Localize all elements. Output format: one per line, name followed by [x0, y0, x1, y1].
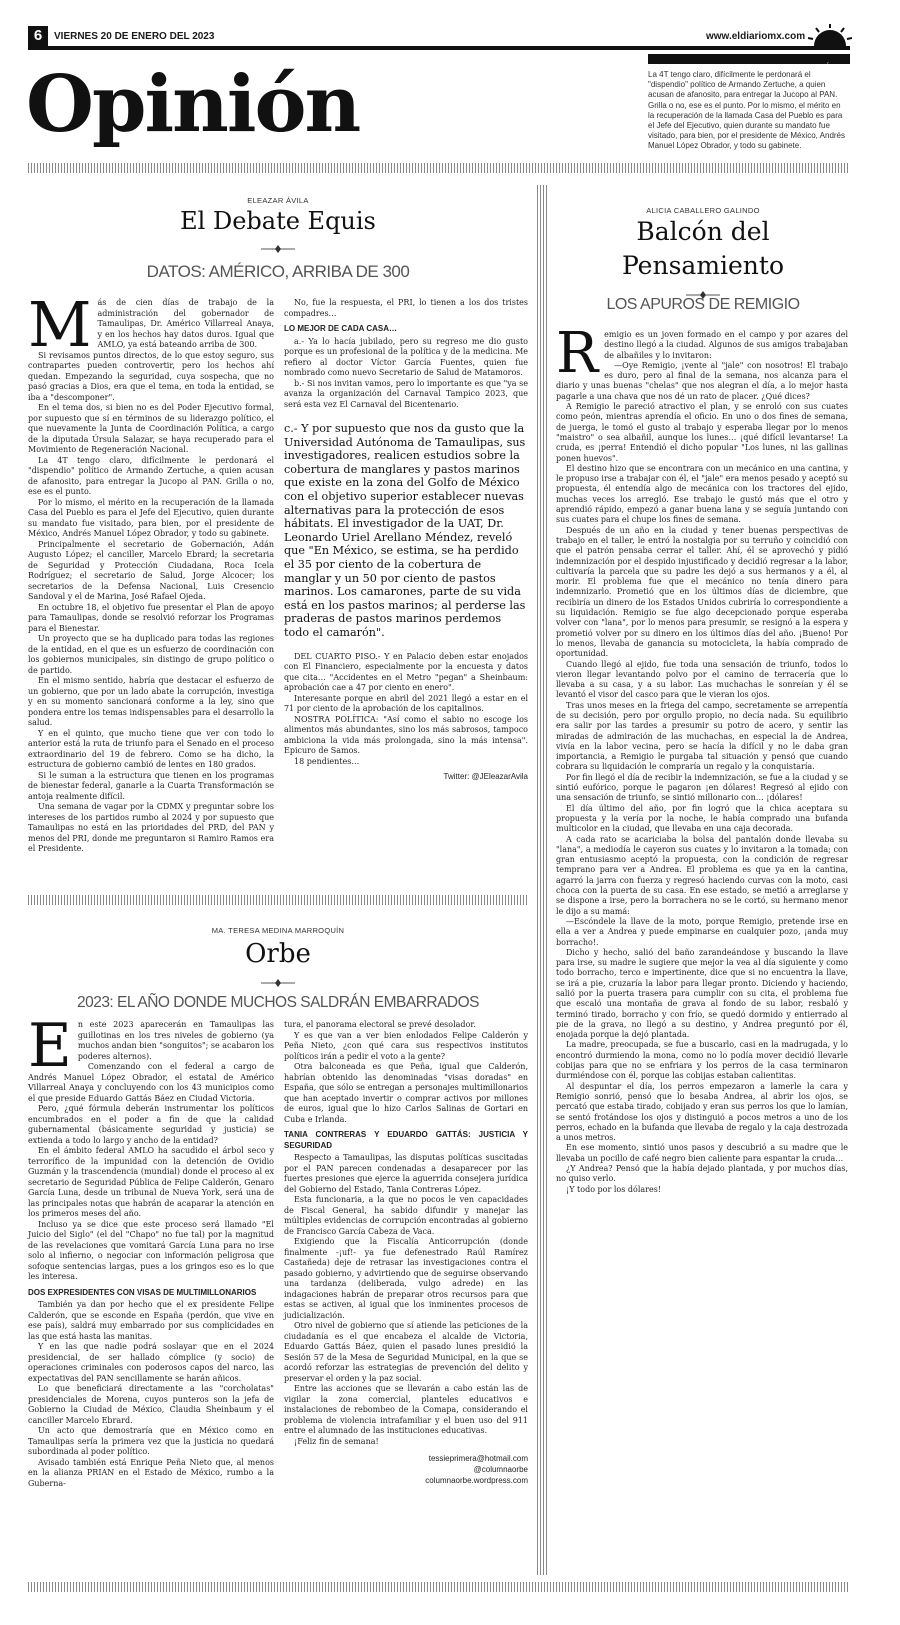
paragraph: Y en el quinto, que mucho tiene que ver con todo lo anterior está la ruta de triunfo para el Senado en el proceso extraordinario del 19 de febrero. Como se ha dicho, la estructura de gobierno cambió de lentes en 180 grados.	[28, 728, 274, 769]
article1-column2	[284, 298, 528, 782]
paragraph: Tras unos meses en la friega del campo, secretamente se arrepentía de su decisión, pero por orgullo propio, no decía nada. Su equilibrio era salir por las tardes a presumir su potro de acero, y sentir las miradas de admiración de las muchachas, en especial la de Andrea, vivía en la labor vecina, pero se hacía la difícil y no le daba gran importancia, a Remigio le purgaba tal situación y pensó que cuando cobrara su liquidación le compraría un regalo y la conquistaría.	[556, 700, 848, 772]
top-hatch-band	[28, 163, 850, 173]
paragraph: A Remigio le pareció atractivo el plan, y se enroló con sus cuates como peón, mientras aprendía el oficio. En uno o dos fines de semana, de juerga, le tomó el gusto al trabajo y esperaba llegar por lo menos "maistro" o sea albañil, aunque los lunes… ¡qué difícil levantarse! La cruda, es ¡perra! Entendió el dicho popular "Los lunes, ni las gallinas ponen huevos".	[556, 402, 848, 463]
paragraph: Si revisamos puntos directos, de lo que estoy seguro, sus contrapartes pueden controvertir, pero los hechos ahí quedan. Empezando la seguridad, cuya sospecha, que no pasó gracias a Dios, era que el tema, en toda la entidad, se iba a "descomponer".	[28, 350, 274, 402]
paragraph: Principalmente el secretario de Gobernación, Adán Augusto López; el canciller, Marcelo Ebrard; la secretaria de Seguridad y Protección Ciudadana, Roca Icela Rodríguez; el secretario de Salud, Jorge Alcocer; los secretarios de la Defensa Nacional, Luis Cresencio Sandoval y el de Marina, José Rafael Ojeda.	[28, 539, 274, 601]
teaser-text: La 4T tengo claro, difícilmente le perdonará el "dispendio" político de Armando Zertuche, a quien acusan de afanosito, para entregar la Jucopo al PAN. Grilla o no, ese es el punto. Por lo mismo, el mérito en la recuperación de la llamada Casa del Pueblo es para el Jefe del Ejecutivo, quien durante su mandato fue visitado, para bien, por el presidente de México, Andrés Manuel López Obrador, y todo su gabinete.	[648, 70, 846, 151]
bottom-hatch-band	[28, 1582, 850, 1592]
paragraph: En el mismo sentido, habría que destacar el esfuerzo de un gobierno, que por un lado abate la corrupción, investiga y en su momento sancionará conforme a la ley, sino que pondera entre los temas indispensables para el desarrollo la salud.	[28, 676, 274, 727]
paragraph: Por lo mismo, el mérito en la recuperación de la llamada Casa del Pueblo es para el Jefe del Ejecutivo, quien durante su mandato fue visitado, para bien, por el presidente de México, Andrés Manuel López Obrador, y todo su gabinete.	[28, 497, 274, 538]
author-handle[interactable]: @columnaorbe	[473, 1465, 528, 1474]
paragraph: También ya dan por hecho que el ex presidente Felipe Calderón, que se esconde en España (perdón, que vive en ese país), saldrá muy embarrado por sus complicidades en las que está hasta las manitas.	[28, 1300, 274, 1341]
article2-dropcap: E	[28, 1011, 72, 1081]
paragraph: Cuando llegó al ejido, fue toda una sensación de triunfo, todos lo vieron llegar levantando polvo por el camino de terracería que lo llevaba a su casa, y a su labor. Las muchachas le sonreían y él se levantó el visor del casco para que le vieran los ojos.	[556, 659, 848, 700]
article1-title: El Debate Equis	[180, 207, 376, 235]
author-email[interactable]: tessieprimera@hotmail.com	[428, 1454, 528, 1463]
article2-column2	[284, 1020, 528, 1486]
article3-author: ALICIA CABALLERO GALINDO	[646, 206, 760, 215]
teaser-author: ELEAZAR ÁVILA	[790, 64, 846, 71]
section-title: Opinión	[26, 59, 360, 150]
paragraph: tura, el panorama electoral se prevé desolador.	[284, 1020, 476, 1029]
paragraph: —Oye Remigio, ¡vente al "jale" con nosotros! El trabajo es duro, pero al final de la semana, nos alcanza para el diario y unas buenas "chelas" que nos alegran el día, a lo mejor hasta pagarle a una chava que nos dé un rato de placer. ¿Qué dices?	[556, 360, 848, 401]
paragraph: 18 pendientes…	[294, 756, 360, 766]
article1-author: ELEAZAR ÁVILA	[247, 196, 309, 205]
ornament-icon	[686, 284, 720, 292]
paragraph: En ese momento, sintió unos pasos y descubrió a su madre que le llevaba un pocillo de café negro bien caliente para espantar la cruda…	[556, 1143, 848, 1163]
paragraph: DEL CUARTO PISO.- Y en Palacio deben estar enojados con El Financiero, especialmente por la encuesta y datos que cita… "Accidentes en el Metro "pegan" a Sheinbaum: aprobación cae a 47 por ciento en enero".	[284, 651, 528, 692]
section-heading: TANIA CONTRERAS Y EDUARDO GATTÁS: JUSTICIA Y SEGURIDAD	[284, 1130, 528, 1150]
paragraph: A cada rato se acariciaba la bolsa del pantalón donde llevaba su "lana", a mediodía le cayeron sus cuates y lo invitaron a la tomada; con gran entusiasmo aceptó la propuesta, con la condición de regresar temprano para ver a Andrea. El problema es que ya en la cantina, agarró la jarra con fuerza y regresó haciendo curvas con la moto, casi choca con la puerta de su casa. En ese estado, se metió a arreglarse y se dispone a irse, pero la borrachera no se le cortó, su hermano menor le dijo a su mamá:	[556, 834, 848, 916]
paragraph: El día último del año, por fin logró que la chica aceptara su propuesta y la vería por la noche, le había comprado una bufanda multicolor en la ciudad, que llevaba en una caja decorada.	[556, 803, 848, 834]
paragraph: En el ámbito federal AMLO ha sacudido el árbol seco y terrorífico de la impunidad con la detención de Ovidio Guzmán y la trascendencia (mundial) donde el proceso al ex secretario de Seguridad Pública de Felipe Calderón, Genaro García Luna, desde un tribunal de Nueva York, será una de las principales notas que habrán de acaparar la atención en los primeros meses del año.	[28, 1146, 274, 1218]
paragraph: Esta funcionaria, a la que no pocos le ven capacidades de Fiscal General, ha sabido difundir y manejar las múltiples evidencias de corrupción encontradas al gobierno de Francisco García Cabeza de Vaca.	[284, 1195, 528, 1236]
paragraph: El destino hizo que se encontrara con un mecánico en una cantina, y le propuso irse a trabajar con él, el "jale" era menos pesado y aceptó su propuesta, él entendía algo de mecánica con los tractores del ejido, muchas veces los arregló. Ese trabajo le gustó más que el otro y aprendió rápido, empezó a ganar buena lana y se seguía juntando con sus cuates para el chupe los fines de semana.	[556, 463, 848, 525]
paragraph: Un proyecto que se ha duplicado para todas las regiones de la entidad, en el que es un esfuerzo de coordinación con los gobiernos municipales, sin distingo de grupo político o de partido.	[28, 634, 274, 675]
paragraph: emigio es un joven formado en el campo y por azares del destino llegó a la ciudad. Algunos de sus amigos trabajaban de albañiles y lo invitaron:	[604, 330, 848, 360]
article3-title-line1: Balcón del	[636, 217, 770, 246]
paragraph: Dicho y hecho, salió del baño zarandeándose y buscando la llave para irse, su madre le sugiere que mejor la vea al día siguiente y como todo borracho, terco e impertinente, dice que si no encuentra la llave, se irá a pie, cruzaría la labor para llegar pronto. Diciendo y haciendo, salió por la puerta trasera para cumplir con su cita, el problema fue que escaló una montaña de grava al fondo de su labor, resbaló y terminó tirado, borracho y con frío, se quedó dormido y entierrado al pie de la grava, no llegó a su destino, y Andrea preguntó por él, enojada porque la dejó plantada.	[556, 947, 848, 1040]
ornament-icon	[261, 238, 295, 246]
paragraph: Por fin llegó el día de recibir la indemnización, se fue a la ciudad y se sintió eufórico, porque le pagaron ¡en dólares! Regresó al ejido con una sensación de triunfo, se sintió millonario con… ¡dólares!	[556, 772, 848, 803]
section-heading: LO MEJOR DE CADA CASA…	[284, 324, 398, 333]
website-link[interactable]: www.eldiariomx.com	[706, 31, 806, 42]
paragraph: Otro nivel de gobierno que sí atiende las peticiones de la ciudadanía es el que encabeza el alcalde de Victoria, Eduardo Gattás Báez, quien el pasado lunes presidió la Sesión 57 de la Mesa de Seguridad Municipal, en la que se acordó reforzar las estrategias de prevención del delito y preservar el orden y la paz social.	[284, 1321, 528, 1383]
highlight-paragraph: c.- Y por supuesto que nos da gusto que la Universidad Autónoma de Tamaulipas, sus investigadores, realicen estudios sobre la cobertura de manglares y pastos marinos que existe en la zona del Golfo de México con el objetivo superior establecer nuevas alternativas para la protección de esos hábitats. El investigador de la UAT, Dr. Leonardo Uriel Arellano Méndez, reveló que "En México, se estima, se ha perdido el 35 por ciento de la cobertura de manglar y un 50 por ciento de pastos marinos. Los camarones, parte de su vida está en los pastos marinos; al perderse las praderas de pastos marinos perdemos todo el camarón".	[284, 422, 526, 639]
teaser-author-bar	[648, 54, 850, 71]
paragraph: n este 2023 aparecerán en Tamaulipas las guillotinas en los tres niveles de gobierno (ya muchos andan bien "songuitos"; se acabaron los poderes alternos).	[77, 1020, 275, 1061]
article2-subtitle: 2023: EL AÑO DONDE MUCHOS SALDRÁN EMBARRADOS	[76, 994, 480, 1011]
paragraph: Y es que van a ver bien enlodados Felipe Calderón y Peña Nieto, ¿con qué cara sus respectivos institutos políticos irán a pedir el voto a la gente?	[284, 1030, 528, 1061]
paragraph: Respecto a Tamaulipas, las disputas políticas suscitadas por el PAN parecen condenadas a desaparecer por las fuertes presiones que ejerce la aguerrida consejera jurídica del Gobierno del Estado, Tania Contreras López.	[284, 1153, 528, 1194]
paragraph: Avisado también está Enrique Peña Nieto que, al menos en la alianza PRIAN en el Estado de México, rumbo a la Guberna-	[28, 1457, 274, 1488]
header-date: VIERNES 20 DE ENERO DEL 2023	[54, 31, 215, 42]
sun-logo-icon	[808, 24, 852, 46]
paragraph: Después de un año en la ciudad y tener buenas perspectivas de trabajo en el taller, le entró la nostalgia por su terruño y coincidió con que el patrón pensaba cerrar el taller. Ahí, él se aprovechó y pidió indemnización por el despido injustificado y decidió regresar a la labor, cultivaría la parcela que su padre les dejó a sus hermanos y a él, al morir. El problema fue que el mecánico no tenía dinero para indemnizarlo. Prometió que en los últimos días de diciembre, que recibiría un dinero de los Estados Unidos cubriría lo correspondiente a su liquidación. Remigio se fue algo decepcionado porque esperaba volver con "lana", por lo menos para presumir, se resignó a la espera y prometió volver por su dinero en los últimos días del año. ¡Bueno! Por lo menos, llevaba de ganancia su motocicleta, la había comprado de oportunidad.	[556, 525, 848, 659]
article2-author: MA. TERESA MEDINA MARROQUÍN	[211, 926, 345, 935]
paragraph: Pero, ¿qué fórmula deberán instrumentar los políticos encumbrados en el poder a fin de que la calidad gubernamental (básicamente seguridad y justicia) se extienda a todo lo largo y ancho de la entidad?	[28, 1104, 274, 1145]
paragraph: La madre, preocupada, se fue a buscarlo, casi en la madrugada, y lo encontró durmiendo la mona, como no lo podía mover decidió llevarle cobijas para que no se enfriara y los perros de la casa terminaron durmiéndose con él, porque las cobijas estaban calientitas.	[556, 1040, 848, 1081]
article2-column1	[28, 1011, 275, 1489]
paragraph: No, fue la respuesta, el PRI, lo tienen a los dos tristes compadres…	[284, 298, 528, 318]
paragraph: Un acto que demostraría que en México como en Tamaulipas sería la primera vez que la justicia no quedará subordinada al poder político.	[28, 1426, 274, 1456]
paragraph: Al despuntar el día, los perros empezaron a lamerle la cara y Remigio sonrió, pensó que lo besaba Andrea, al abrir los ojos, se percató que estaba tirado, cobijado y eran sus perros los que lo lamían, se sentó frotándose los ojos y distinguió a pocos metros a uno de los perros, echado en la bufanda que llevaba de regalo y la caja destrozada a unos metros.	[556, 1081, 848, 1143]
author-blog[interactable]: columnaorbe.wordpress.com	[425, 1476, 528, 1485]
article3-title-line2: Pensamiento	[621, 251, 785, 280]
paragraph: ¡Feliz fin de semana!	[294, 1436, 379, 1446]
paragraph: Una semana de vagar por la CDMX y preguntar sobre los intereses de los partidos rumbo al 2024 y por supuesto que Tamaulipas no está en las prioridades del PRD, del PAN y menos del PRI, donde me preguntaron si Ramiro Ramos era el Presidente.	[28, 802, 274, 853]
twitter-handle[interactable]: Twitter: @JEleazarAvila	[443, 772, 528, 781]
paragraph: ¡Y todo por los dólares!	[566, 1184, 662, 1194]
article3-subtitle: LOS APUROS DE REMIGIO	[606, 296, 800, 313]
paragraph: En octubre 18, el objetivo fue presentar el Plan de apoyo para Tamaulipas, donde se resolvió reforzar los Programas para el Bienestar.	[28, 602, 274, 633]
paragraph: Otra balconeada es que Peña, igual que Calderón, habrían obtenido las denominadas "visas doradas" en España, que sólo se entregan a personajes multimillonarios que han aceptado invertir o comprar activos por millones de euros, igual que lo hizo Carlos Salinas de Gortari en Cuba e Irlanda.	[284, 1062, 528, 1124]
vertical-divider	[537, 185, 547, 1575]
article2-title: Orbe	[245, 939, 311, 969]
paragraph: Comenzando con el federal a cargo de Andrés Manuel López Obrador, el estatal de Américo Villarreal Anaya y concluyendo con los 43 municipios como el que preside Eduardo Gattás Báez en Ciudad Victoria.	[28, 1062, 274, 1103]
page-number-box	[28, 26, 48, 46]
article3-dropcap: R	[556, 321, 599, 386]
article1-dropcap: M	[28, 288, 92, 361]
paragraph: b.- Si nos invitan vamos, pero lo importante es que "ya se avanza la organización del Carnaval Tampico 2023, que será esta vez El Carnaval del Bicentenario.	[284, 378, 528, 409]
paragraph: NOSTRA POLÍTICA: "Así como el sabio no escoge los alimentos más abundantes, sino los más sabrosos, tampoco ambiciona la vida más prolongada, sino la más intensa". Epicuro de Samos.	[284, 714, 528, 755]
paragraph: a.- Ya lo hacía jubilado, pero su regreso me dio gusto porque es un profesional de la política y de la medicina. Me refiero al doctor Víctor García Fuentes, quien fue nombrado como nuevo Secretario de Salud de Matamoros.	[284, 336, 528, 377]
paragraph: Y en las que nadie podrá soslayar que en el 2024 presidencial, de ser hallado cómplice (y socio) de operaciones criminales con poderosos capos del narco, las expectativas del PAN sencillamente se harán añicos.	[28, 1342, 274, 1383]
mid-hatch-band	[28, 895, 528, 905]
paragraph: La 4T tengo claro, difícilmente le perdonará el "dispendio" político de Armando Zertuche, a quien acusan de afanosito, para entregar la Jucopo al PAN. Grilla o no, ese es el punto.	[28, 455, 274, 496]
page-number: 6	[33, 27, 43, 44]
paragraph: Interesante porque en abril del 2021 llegó a estar en el 71 por ciento de la aprobación de los capitalinos.	[284, 693, 528, 713]
paragraph: ¿Y Andrea? Pensó que la había dejado plantada, y por muchos días, no quiso verlo.	[556, 1164, 848, 1184]
article1-column1	[28, 288, 274, 855]
paragraph: —Escóndele la llave de la moto, porque Remigio, pretende irse en ella a ver a Andrea y puede empinarse en cualquier pozo, ¡anda muy borracho!.	[556, 916, 848, 947]
paragraph: ás de cien días de trabajo de la administración del gobernador de Tamaulipas, Dr. Américo Villarreal Anaya, y en los hechos hay datos duros. Igual que AMLO, ya está bateando arriba de 300.	[97, 298, 274, 349]
ornament-icon	[261, 972, 295, 980]
paragraph: Exigiendo que la Fiscalía Anticorrupción (donde finalmente -¡uf!- ya fue defenestrado Raúl Ramírez Castañeda) deje de retrasar las investigaciones contra el pasado gobierno, y advirtiendo que de seguirse observando una tardanza (deliberada, vulgo adrede) en las indagaciones habrán de preparar otros recursos para que estas se activen, al igual que los inminentes procesos de judicialización.	[284, 1237, 528, 1320]
article1-subtitle: DATOS: AMÉRICO, ARRIBA DE 300	[146, 262, 410, 281]
paragraph: Incluso ya se dice que este proceso será llamado "El Juicio del Siglo" (el del "Chapo" no fue tal) por la magnitud de las revelaciones que vomitará García Luna para no irse solo al infierno, o negociar con información peligrosa que sofoque sentencias largas, pues a los gringos eso es lo que les interesa.	[28, 1219, 274, 1281]
paragraph: En el tema dos, si bien no es del Poder Ejecutivo formal, por supuesto que sí en términos de su liderazgo político, el que nuevamente la Junta de Coordinación Política, a cargo de la diputada Úrsula Salazar, se haya recuperado para el Movimiento de Regeneración Nacional.	[28, 403, 274, 454]
paragraph: Entre las acciones que se llevarán a cabo están las de vigilar la zona comercial, planteles educativos e instalaciones de rebombeo de la Comapa, considerando el problema de violencia intrafamiliar y el buen uso del 911 entre el alumnado de las instituciones educativas.	[284, 1384, 528, 1435]
paragraph: Lo que beneficiará directamente a las "corcholatas" presidenciales de Morena, cuyos punteros son la jefa de Gobierno la Ciudad de México, Claudia Sheinbaum y el canciller Marcelo Ebrard.	[28, 1384, 274, 1425]
section-heading: DOS EXPRESIDENTES CON VISAS DE MULTIMILLONARIOS	[28, 1287, 257, 1297]
article3-column	[556, 321, 848, 1195]
paragraph: Si le suman a la estructura que tienen en los programas de bienestar federal, ganarle a la Cuarta Transformación se antoja realmente difícil.	[28, 770, 274, 801]
